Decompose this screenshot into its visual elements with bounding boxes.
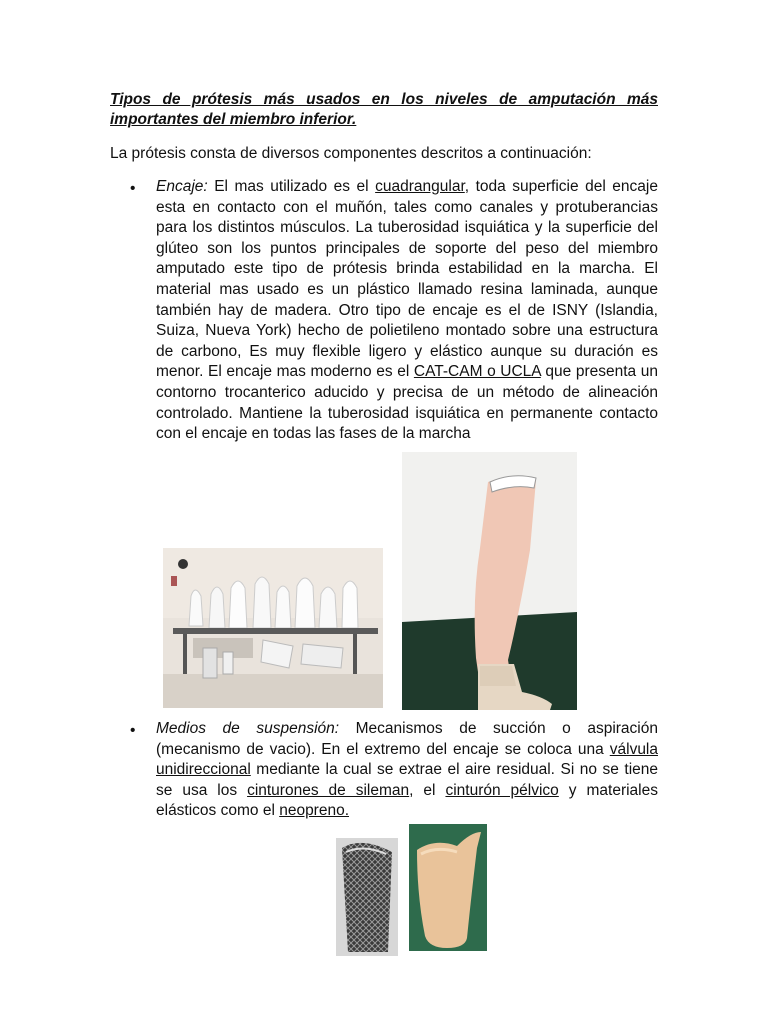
photo-socket-molds: [163, 548, 383, 708]
page-title: Tipos de prótesis más usados en los niveles de amputación más importantes del miembro inferior.: [110, 91, 658, 128]
encaje-text-3: que presenta un contorno trocanterico aducido y precisa de un método de alineación controlado. Mantiene la tuberosidad isquiática en permanente contacto con el encaje en todas las fases de la marcha: [156, 363, 658, 443]
suspension-paragraph: [156, 719, 658, 822]
suspension-text-4: y materiales elásticos como el: [156, 781, 658, 820]
encaje-term: Encaje:: [156, 178, 208, 195]
encaje-text-1: El mas utilizado es el: [207, 178, 376, 195]
suspension-text-3: , el: [409, 781, 446, 799]
encaje-text-2: , toda superficie del encaje esta en contacto con el muñón, tales como canales y protuberancias para los distintos músculos. La tuberosidad isquiática y la superficie del glúteo son los puntos principales de soporte del peso del miembro amputado este tipo de prótesis brinda estabilidad en la marcha. El material mas usado es un plástico llamado resina laminada, aunque también hay de madera. Otro tipo de encaje es el de ISNY (Islandia, Suiza, Nueva York) hecho de polietileno montado sobre una estructura de carbono, Es muy flexible ligero y elástico aunque su duración es menor. El encaje mas moderno es el: [156, 178, 658, 381]
suspension-text-1: Mecanismos de succión o aspiración (mecanismo de vacio). En el extremo del encaje se coloca una: [156, 720, 658, 758]
link-neopreno: neopreno.: [279, 802, 350, 820]
suspension-text-2: mediante la cual se extrae el aire residual. Si no se tiene se usa los: [156, 761, 658, 799]
photo-carbon-socket: [336, 838, 398, 956]
suspension-term: Medios de suspensión:: [156, 720, 340, 737]
link-cinturon-pelvico: cinturón pélvico: [445, 781, 559, 799]
photo-leg-prosthesis: [402, 452, 577, 710]
link-cuadrangular: cuadrangular: [375, 178, 465, 195]
link-valvula: válvula unidireccional: [156, 740, 658, 779]
link-cinturones-sileman: cinturones de sileman: [247, 781, 410, 799]
intro-paragraph: La prótesis consta de diversos componentes descritos a continuación:: [110, 145, 592, 162]
bullet-encaje: •: [130, 180, 136, 197]
bullet-suspension: •: [130, 722, 136, 739]
photo-beige-socket: [409, 824, 487, 951]
link-cat-cam-ucla: CAT-CAM o UCLA: [413, 363, 541, 381]
encaje-paragraph: [156, 177, 658, 445]
